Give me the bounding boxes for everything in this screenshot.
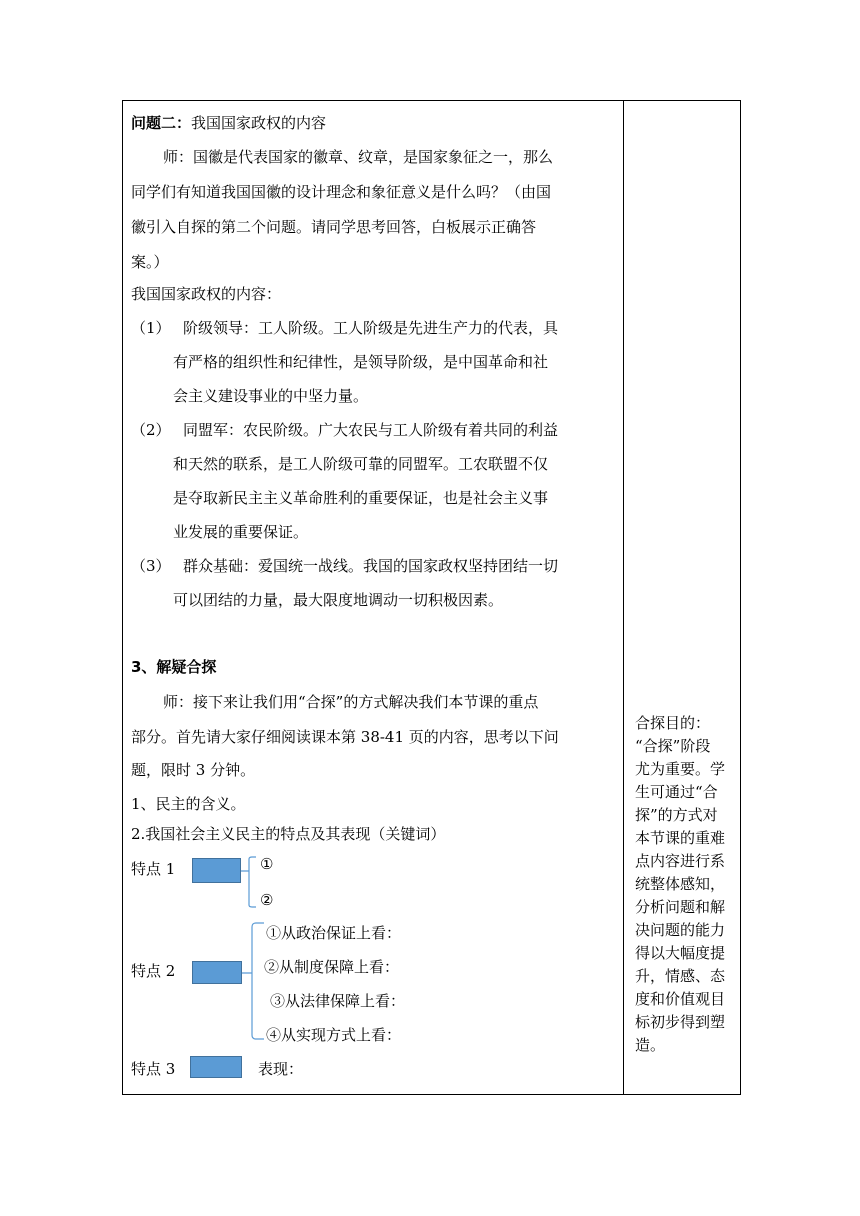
section-three-title: 3、解疑合探 [131,658,217,676]
feature-two-box [192,961,242,984]
problem-two-heading [131,113,326,133]
sidebar-line: 探”的方式对 [635,806,718,824]
sidebar-line: 决问题的能力 [635,921,726,939]
item-line: 业发展的重要保证。 [173,523,309,541]
feature-two-label: 特点 2 [131,962,176,980]
sidebar-line: 分析问题和解 [635,898,726,916]
sidebar-line: 得以大幅度提 [635,944,726,962]
item-line: 群众基础：爱国统一战线。我国的国家政权坚持团结一切 [183,557,559,575]
item-number: （3） [131,557,171,575]
paragraph-line: 题，限时 3 分钟。 [131,761,256,779]
sidebar-line: 度和价值观目 [635,990,726,1008]
sidebar-line: 升，情感、态 [635,967,726,985]
paragraph-line: 徽引入自探的第二个问题。请同学思考回答，白板展示正确答 [131,218,537,236]
paragraph-line: 师：国徽是代表国家的徽章、纹章，是国家象征之一，那么 [163,148,554,166]
feature-one-label: 特点 1 [131,860,176,878]
feature-two-brace [240,923,266,1043]
question-two: 2.我国社会主义民主的特点及其表现（关键词） [131,825,446,843]
sidebar-line: 标初步得到塑 [635,1013,726,1031]
sidebar-line: 合探目的： [635,714,711,732]
sidebar-line: 尤为重要。学 [635,760,726,778]
feature-one-box [192,858,241,883]
paragraph-line: 师：接下来让我们用“合探”的方式解决我们本节课的重点 [163,693,539,711]
feature-two-sub: ②从制度保障上看： [264,958,400,976]
content-title: 我国国家政权的内容： [131,285,282,303]
sidebar-line: 本节课的重难 [635,829,726,847]
feature-two-sub: ①从政治保证上看： [266,924,402,942]
feature-one-brace [238,857,260,909]
lesson-plan-table [122,100,741,1095]
paragraph-line: 同学们有知道我国国徽的设计理念和象征意义是什么吗？（由国 [131,183,552,201]
feature-two-sub: ③从法律保障上看： [270,992,406,1010]
item-line: 可以团结的力量，最大限度地调动一切积极因素。 [173,591,504,609]
feature-one-sub: ② [260,891,274,909]
problem-two-label: 问题二： [131,114,192,132]
sidebar-line: 造。 [635,1036,666,1054]
item-line: 和天然的联系，是工人阶级可靠的同盟军。工农联盟不仅 [173,455,549,473]
item-line: 是夺取新民主主义革命胜利的重要保证，也是社会主义事 [173,489,549,507]
feature-three-box [190,1056,242,1078]
sidebar-line: “合探”阶段 [635,737,711,755]
sidebar-line: 统整体感知， [635,875,726,893]
feature-three-label: 特点 3 [131,1060,176,1078]
item-number: （2） [131,421,171,439]
sidebar-line: 生可通过“合 [635,783,718,801]
item-line: 有严格的组织性和纪律性，是领导阶级，是中国革命和社 [173,353,549,371]
question-one: 1、民主的含义。 [131,795,246,813]
item-line: 同盟军：农民阶级。广大农民与工人阶级有着共同的利益 [183,421,559,439]
item-number: （1） [131,319,171,337]
feature-one-sub: ① [260,855,274,873]
sidebar-line: 点内容进行系 [635,852,726,870]
item-line: 阶级领导：工人阶级。工人阶级是先进生产力的代表，具 [183,319,559,337]
feature-three-after: 表现： [258,1060,304,1078]
paragraph-line: 部分。首先请大家仔细阅读课本第 38-41 页的内容，思考以下问 [131,728,559,746]
column-divider [623,101,624,1094]
feature-two-sub: ④从实现方式上看： [266,1026,402,1044]
paragraph-line: 案。） [131,253,169,271]
problem-two-title: 我国国家政权的内容 [191,114,327,132]
item-line: 会主义建设事业的中坚力量。 [173,387,369,405]
